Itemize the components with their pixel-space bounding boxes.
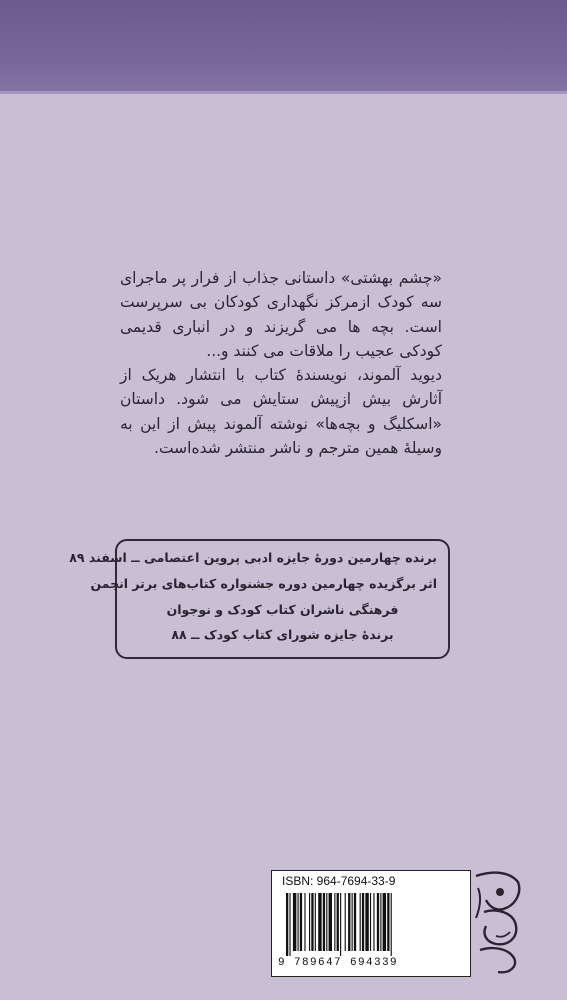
barcode-image (284, 893, 458, 956)
blurb-paragraph-1: «چشم بهشتی» داستانی جذاب از فرار پر ماجرای سه کودک ازمرکز نگهداری کودکان بی سرپرست است. بچه ها می گریزند و در انباری قدیمی کودکی عجیب را ملاقات می کنند و... (120, 269, 442, 360)
barcode-digits: 9 789647 694339 (278, 957, 399, 969)
award-line-4: برندهٔ جایزه شورای کتاب کودک ــ ۸۸ (171, 627, 394, 642)
top-color-band (0, 0, 567, 91)
isbn-label: ISBN: 964-7694-33-9 (282, 874, 396, 888)
award-line-3: فرهنگی ناشران کتاب کودک و نوجوان (166, 602, 399, 617)
award-line-2: اثر برگزیده چهارمین دوره جشنواره کتاب‌های برتر انجمن (90, 576, 437, 591)
top-band-edge (0, 91, 567, 94)
publisher-logo-icon (470, 868, 524, 978)
awards-box (69, 539, 450, 659)
isbn-barcode-block (271, 870, 471, 977)
award-line-1: برنده چهارمین دورهٔ جایزه ادبی پروین اعتصامی ــ اسفند ۸۹ (69, 550, 437, 565)
blurb-text (120, 266, 442, 460)
blurb-paragraph-2: دیوید آلموند، نویسندهٔ کتاب با انتشار هریک از آثارش بیش ازپیش ستایش می شود. داستان «اسکلیگ و بچه‌ها» نوشته آلموند پیش از این به وسیلهٔ همین مترجم و ناشر منتشر شده‌است. (120, 366, 442, 458)
